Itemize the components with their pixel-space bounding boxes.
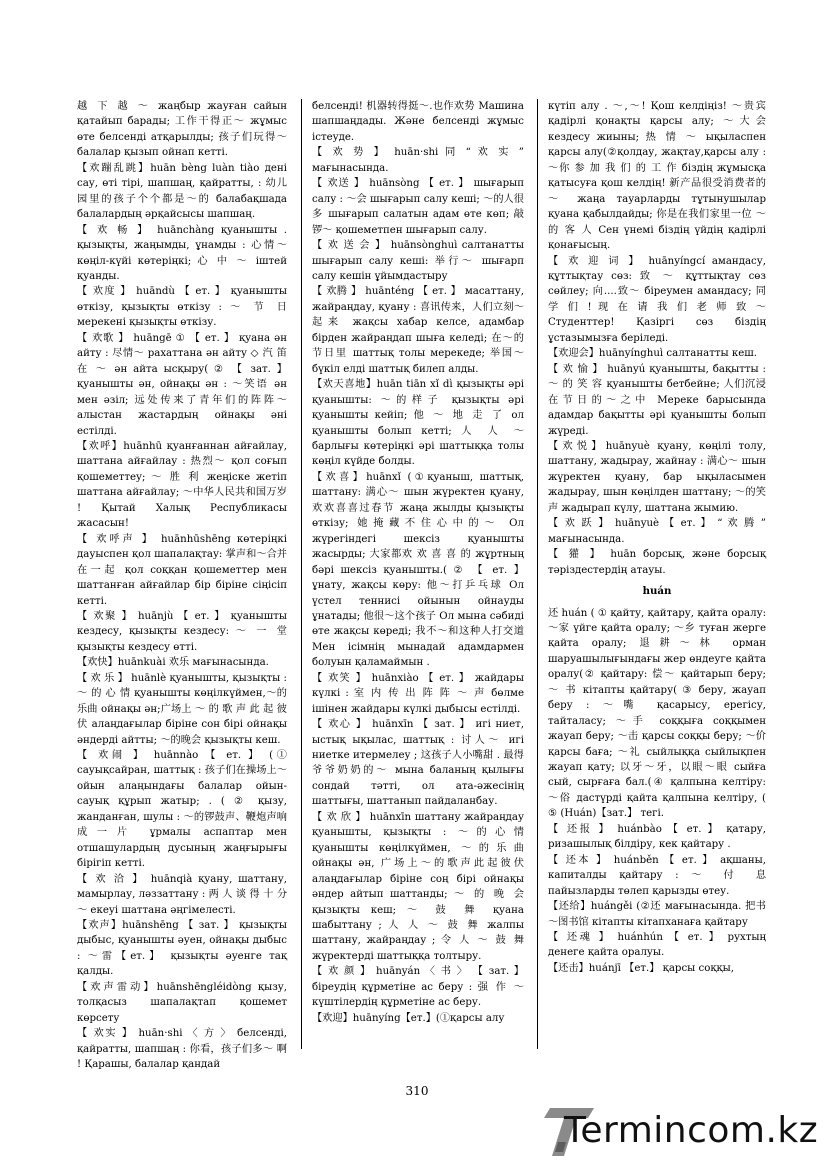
dictionary-entry: 【 欢 畅 】 huānchàng қуанышты . қызықты, жаңымды, ұнамды : 心情～ көңіл-күйі көтеріңкі; 心 中 ～ іштей қуанды. [77,224,287,282]
column-divider-1 [301,99,302,1049]
dictionary-entry: 【 欢送 】 huānsòng 【 ет. 】 шығарып салу : ～会 шығарып салу кеші; ～的人很多 шығарып салатын адам өте көп; 敲锣～ қошеметпен шығарып салу. [312,178,524,236]
dictionary-entry: 【欢声雷动】huānshēngléidòng қызу, толқасыз шапалақтап қошемет көрсету [77,981,287,1024]
dictionary-entry: 【欢喜】huānxǐ (①қуаныш, шаттық, шаттану: 满心～ шын жүректен қуану, 欢欢喜喜过春节 жаңа жылды қызықты өткізу; 她掩藏不住心中的～ Ол жүрегіндегі шексіз қуанышты жасырды; 大家都欢 欢 喜 喜 的 жұртның бәрі шексіз қуанышты.( ② 【 ет. 】 ұнату, жақсы көру: 他～打乒乓球 Ол үстел теннисі ойынын ойнауды ұнатады; 他很～这个孩子 Ол мына сәбиді өте жақсы көреді; 我不～和这种人打交道 Мен ісімнің мынадай адамдармен болуын қаламаймын . [312,471,524,669]
dictionary-entry: 【 还魂 】 huánhún 【 ет. 】 рухтың денеге қайта оралуы. [548,932,766,959]
dictionary-entry: 【 欢 势 】 huān·shi 同 “ 欢 实 ” мағынасында. [312,147,524,174]
termincom-logo [536,1104,819,1160]
dictionary-entry: 【 还报 】 huánbào 【 ет. 】 қатару, ризашылық білдіру, кек қайтару . [548,823,766,851]
dictionary-entry: 【欢蹦乱跳】huān bèng luàn tiào дені сау, өті тірі, шапшаң, қайратты, : 幼儿园里的孩子个个都是～的 балабақшада балалардың әрқайсысы шапшаң. [77,162,287,221]
dictionary-entry: 【欢呼】huānhū қуанғаннан айғайлау, шаттана айғайлау : 热烈～ қол соғып қошеметтеу; ～ 胜 利 жеңіске жетіп шаттана айғайлау; ～中华人民共和国万岁 ! Қытай Халық Республикасы жасасын! [77,440,287,530]
dictionary-entry: 【 欢聚 】 huānjù 【 ет. 】 қуанышты кездесу, қызықты кездесу: ～ 一 堂 қызықты кездесу өтті. [77,610,287,653]
dictionary-entry: 【 还本 】 huánběn 【 ет. 】 ақшаны, капиталды қайтару : ～ 付 息 пайызларды төлеп қарызды өтеу. [548,854,766,897]
dictionary-entry: 【还击】huánjī 【ет.】 қарсы соққы, [548,962,735,974]
right-column [548,99,766,976]
dictionary-entry: 【欢天喜地】huān tiān xǐ dì қызықты әрі қуанышты: ～的样子 қызықты әрі қуанышты кейіп; 他 ～ 地 走 了 ол қуанышты болып кетті; 人 人 ～ барлығы көтеріңкі әрі шаттыққа толы көңіл күйде болды. [312,379,524,468]
dictionary-entry: 【 欢 跃 】 huānyuè 【 ет. 】 “ 欢 腾 ” мағынасында. [548,518,766,545]
left-column [77,99,287,1073]
dictionary-entry: 【欢迎会】huānyínghuì салтанатты кеш. [548,348,757,360]
dictionary-entry: 【 欢 颜 】 huānyán 〈 书 〉 【 зат. 】 біреудің құрметіне ас беру : 强 作 ～ күштілердің құрметіне ас беру. [312,966,524,1009]
dictionary-entry: 【 欢实 】 huān·shi 〈 方 〉 белсенді, қайратты, шапшаң : 你看，孩子们多～ 啊 ! Қарашы, балалар қандай [77,1028,287,1071]
page-number: 310 [405,1084,429,1098]
dictionary-entry: 【还给】huángěi (②还 мағынасында. 把书～图书馆 кітапты кітапханаға қайтару [548,901,766,928]
dictionary-entry: 【 欢闹 】 huānnào 【 ет. 】 (① сауықсайран, шаттық : 孩子们在操场上～ ойын алаңындағы балалар ойын-сауық құрып жатыр; . ( ② қызу, жанданған, шулы : ～的锣鼓声、鞭炮声响成一片 ұрмалы аспаптар мен отшашулардың дусының жаңғырығы бірігіп кетті. [77,750,287,870]
dictionary-entry: 【欢迎】huānyíng【ет.】(①қарсы алу [312,1012,505,1024]
dictionary-entry: 还 huán ( ① қайту, қайтару, қайта оралу: ～家 үйге қайта оралу; ～乡 туған жерге қайта оралу; 退耕～林 орман шаруашылығындағы жер өндеуге қайта оралу(② қайтару: 偿～ қайтарып беру; ～ 书 кітапты қайтару( ③ беру, жауап беру : ～嘴 қасарысу, ерегісу, тайталасу; ～手 соққыға соққымен жауап беру; ～击 қарсы соққы беру; ～价 қарсы баға; ～礼 сыйлыққа сыйлықпен жауап қату; 以牙～牙，以眼～眼 сыйға сый, сырғаға бал.(④ қалпына келтіру: ～俗 дастүрді қайта қалпына келтіру, ( ⑤ (Huán)【зат.】 тегі. [548,607,766,820]
dictionary-entry: 【 欢 乐 】 huānlè қуанышты, қызықты : ～ 的 心 情 қуанышты көңілкүймен,～的乐曲 ойнақы ән;广场上 ～ 的 歌 声 此 起 彼 伏 алаңдағылар біріне сон бірі ойнақы әндерді айтты; ～的晚会 қызықты кеш. [77,672,287,746]
middle-column [312,99,524,1026]
dictionary-entry: 【欢声】huānshēng 【 зат. 】 қызықты дыбыс, қуанышты әуен, ойнақы дыбыс : ～雷【ет.】 қызықты әуенге тақ қалды. [77,920,287,978]
column-divider-2 [537,99,538,1049]
dictionary-entry: 【 欢 洽 】 huānqià қуану, шаттану, мамырлау, ләззаттану : 两 人 谈 得 十 分～ екеуі шаттана әңгімелесті. [77,873,287,916]
dictionary-entry: 【 欢歌 】 huāngē ① 【 ет. 】 қуана ән айту : 尽情～ рахаттана ән айту ◇ 汽 笛 在 ～ ән айта ысқыру( ② 【 зат. 】 қуанышты ән, ойнақы ән : ～笑语 ән мен әзіл; 远处传来了青年们的阵阵～ алыстан жастардың ойнақы әні естілді. [77,332,287,437]
dictionary-entry: 越 下 越 ～ жаңбыр жауған сайын қатайып барады; 工作干得正～ жұмыс өте белсенді атқарылды; 孩子们玩得～ балалар қызып ойнап кетті. [77,101,287,159]
dictionary-entry: 【 欢心 】 huānxīn 【 зат. 】 игі ниет, ыстық ықылас, шаттық : 讨人～ игі ниетке итермелеу ; 这孩子人小嘴甜 . 最得爷爷奶奶的～ мына баланың қылығы сондай тәтті, ол ата-әжесінің шаттығы, шаттанып пайдаланбау. [312,719,524,808]
dictionary-entry: 【 欢笑 】 huānxiào 【 ет. 】 жайдары күлкі : 室 内 传 出 阵 阵 ～ 声 бөлме ішінен жайдары күлкі дыбысы естілді. [312,672,524,715]
dictionary-entry: 【 欢呼声 】 huānhūshēng көтеріңкі дауыспен қол шапалақтау: 掌声和～合并在一起 қол соққан қошеметтер мен шаттанған айғайлар бір біріне сіңісіп кетті. [77,533,287,607]
dictionary-entry: 【 欢 迎 词 】 huānyíngcí амандасу, құттықтау сөз: 致 ～ құттықтау сөз сөйлеу; 向....致～ біреумен амандасу; 同 学 们 ! 现 在 请 我 们 老 师 致 ～ Студенттер! Қазіргі сөз біздің ұстазымызға беріледі. [548,255,766,344]
dictionary-entry: 【 欢度 】 huāndù 【 ет. 】 қуанышты өткізу, қызықты өткізу : ～ 节 日 мерекені қызықты өткізу. [77,286,287,329]
dictionary-entry: белсенді! 机器转得挺～.也作欢势 Машина шапшаңдады. Және белсенді жұмыс істеуде. [312,101,524,143]
section-heading: huán [642,585,672,598]
dictionary-entry: 【 欢 愉 】 huānyú қуанышты, бақытты : ～ 的 笑 容 қуанышты бетбейне; 人们沉浸在节日的～之中 Мереке барысында адамдар бақытты әрі қуанышты болып жүреді. [548,363,766,437]
dictionary-entry: күтіп алу . ～,～! Қош келдіңіз! ～贵宾 қадірлі қонақты қарсы алу; ～大会 кездесу жиыны; 热 情 ～ ықыласпен қарсы алу(②қолдау, жақтау,қарсы алу : ～你 参 加 我 们 的 工 作 біздің жұмысқа қатысуға қош келдің! 新产品很受消费者的～ жаңа тауарларды тұтынушылар қуана қабылдайды; 你是在我们家里一位 ～ 的 客 人 Сен үнемі біздің үйдің қадірлі қонағысың. [548,101,766,252]
dictionary-entry: 【 欢 送 会 】 huānsònghuì салтанатты шығарып салу кеші: 举行～ шығарп салу кешін ұйымдастыру [312,240,524,282]
dictionary-entry: 【 欢腾 】 huānténg 【 ет. 】 масаттану, жайраңдау, қуану : 喜讯传来，人们立刻～起来 жақсы хабар келсе, адамбар бірден жайраңдап шыға келеді; 在～的节日里 шаттық толы мерекеде; 举国～ бүкіл елді шаттық билеп алды. [312,286,524,375]
dictionary-entry: 【 獾 】 huān борсық, және борсық тәріздестердің атауы. [548,549,766,576]
dictionary-entry: 【欢快】huānkuài 欢乐 мағынасында. [77,657,269,669]
dictionary-entry: 【欢悦】huānyuè қуану, көңілі толу, шаттану, жадырау, жайнау : 满心～ шын жүректен қуану, бар ықыласымен жадырау, шын көңілден шаттану; ～的笑声 жадырап күлу, шаттана жымию. [548,440,766,514]
dictionary-entry: 【 欢 欣 】 huānxīn шаттану жайраңдау қуанышты, қызықты : ～的心情 қуанышты көңілкүймен, ～的乐曲 ойнақы ән, 广场上～的歌声此起彼伏 алаңдағылар біріне соң бірі ойнақы әндер айтып шаттанды; ～ 的 晚 会 қызықты кеш; ～ 鼓 舞 қуана шабыттану ; 人 人 ～ 鼓 舞 жалпы шаттану, жайраңдау ; 令 人 ～ 鼓 舞 жүректерді шаттыққа толтыру. [312,811,524,962]
logo-text: Termincom.kz [564,1110,819,1151]
